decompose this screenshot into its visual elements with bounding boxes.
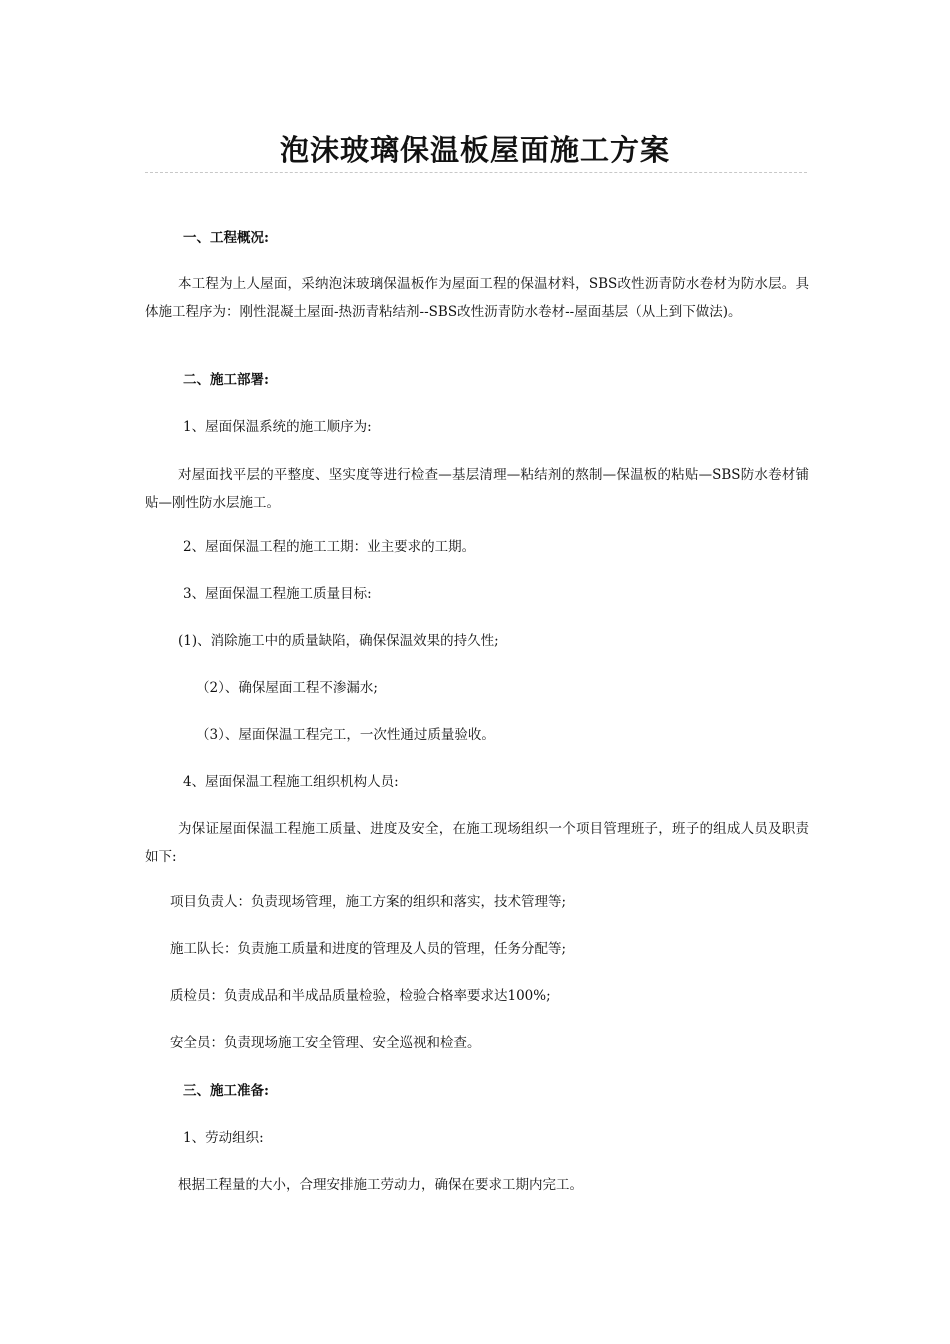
- role-project-lead: 项目负责人：负责现场管理，施工方案的组织和落实，技术管理等;: [170, 894, 567, 910]
- deployment-item-4-paragraph: 为保证屋面保温工程施工质量、进度及安全，在施工现场组织一个项目管理班子，班子的组成人员及职责如下:: [145, 821, 809, 865]
- section-heading-deployment: 二、施工部署:: [183, 372, 269, 388]
- preparation-item-1: 1、劳动组织:: [183, 1130, 264, 1146]
- quality-goal-1: (1)、消除施工中的质量缺陷，确保保温效果的持久性;: [178, 633, 499, 649]
- title-divider: [145, 172, 807, 173]
- role-quality-inspector: 质检员：负责成品和半成品质量检验，检验合格率要求达100%;: [170, 988, 551, 1004]
- deployment-item-2: 2、屋面保温工程的施工工期：业主要求的工期。: [183, 539, 476, 555]
- preparation-item-1-paragraph: 根据工程量的大小，合理安排施工劳动力，确保在要求工期内完工。: [178, 1177, 583, 1193]
- role-safety-officer: 安全员：负责现场施工安全管理、安全巡视和检查。: [170, 1035, 481, 1051]
- section-heading-preparation: 三、施工准备:: [183, 1083, 269, 1099]
- section-heading-overview: 一、工程概况:: [183, 230, 269, 246]
- deployment-item-4: 4、屋面保温工程施工组织机构人员:: [183, 774, 399, 790]
- deployment-item-1: 1、屋面保温系统的施工顺序为:: [183, 419, 372, 435]
- deployment-item-3: 3、屋面保温工程施工质量目标:: [183, 586, 372, 602]
- role-team-leader: 施工队长：负责施工质量和进度的管理及人员的管理，任务分配等;: [170, 941, 567, 957]
- deployment-item-1-paragraph: 对屋面找平层的平整度、坚实度等进行检查—基层清理—粘结剂的熬制—保温板的粘贴—SBS防水卷材铺贴—刚性防水层施工。: [145, 467, 809, 511]
- quality-goal-2: （2）、确保屋面工程不渗漏水;: [196, 680, 378, 696]
- overview-paragraph: 本工程为上人屋面，采纳泡沫玻璃保温板作为屋面工程的保温材料，SBS改性沥青防水卷材为防水层。具体施工程序为：刚性混凝土屋面-热沥青粘结剂--SBS改性沥青防水卷材--屋面基层（从上到下做法)。: [145, 276, 809, 320]
- quality-goal-3: （3）、屋面保温工程完工，一次性通过质量验收。: [196, 727, 495, 743]
- document-title: 泡沫玻璃保温板屋面施工方案: [279, 133, 670, 167]
